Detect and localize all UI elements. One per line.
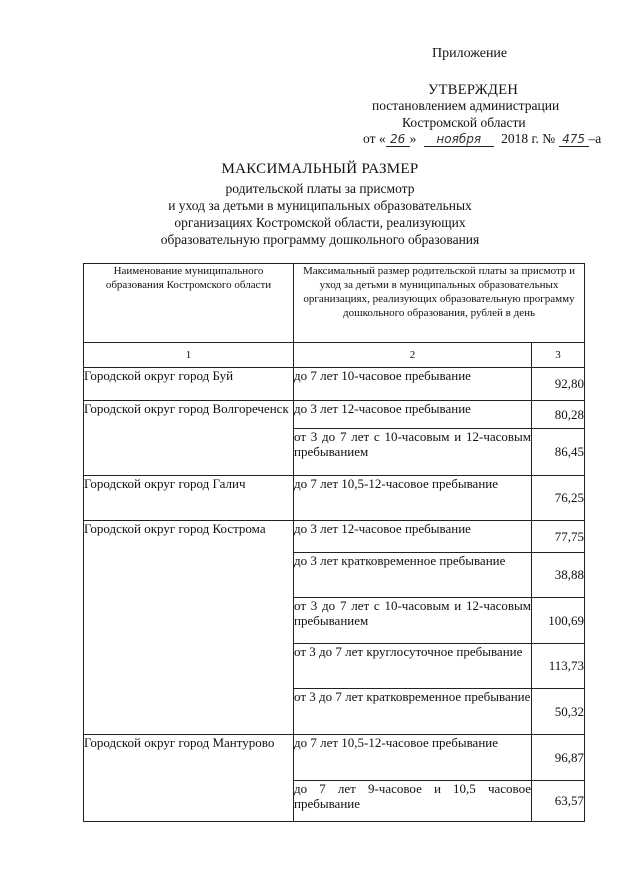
header-fee: Максимальный размер родительской платы за присмотр и уход за детьми в муниципальных образовательных организациях, реализующих образовательную программу дошкольного образования, рублей в день	[294, 264, 585, 343]
condition-cell: до 3 лет кратковременное пребывание	[294, 553, 532, 598]
date-month: ноября	[424, 132, 494, 147]
date-prefix: от «	[363, 131, 386, 146]
value-cell: 80,28	[532, 401, 585, 429]
condition-cell: до 7 лет 10,5-12-часовое пребывание	[294, 735, 532, 781]
municipality-cell: Городской округ город Буй	[84, 368, 294, 401]
value-cell: 100,69	[532, 598, 585, 644]
subtitle-line-3: организациях Костромской области, реализующих	[174, 215, 466, 230]
municipality-cell: Городской округ город Мантурово	[84, 735, 294, 822]
condition-cell: до 7 лет 10,5-12-часовое пребывание	[294, 476, 532, 521]
subtitle-line-1: родительской платы за присмотр	[225, 181, 415, 196]
doc-number: 475	[559, 132, 589, 147]
date-close: »	[409, 131, 417, 146]
document-subtitle	[0, 180, 640, 248]
fees-table	[83, 263, 585, 822]
value-cell: 63,57	[532, 781, 585, 822]
decree-line-2: Костромской области	[402, 115, 526, 130]
condition-cell: от 3 до 7 лет с 10-часовым и 12-часовым пребыванием	[294, 598, 532, 644]
condition-cell: от 3 до 7 лет с 10-часовым и 12-часовым пребыванием	[294, 429, 532, 476]
index-col-1: 1	[84, 343, 294, 368]
value-cell: 38,88	[532, 553, 585, 598]
subtitle-line-2: и уход за детьми в муниципальных образовательных	[168, 198, 472, 213]
municipality-cell: Городской округ город Волгореченск	[84, 401, 294, 476]
date-year: 2018 г. №	[501, 131, 556, 146]
condition-cell: до 7 лет 9-часовое и 10,5 часовое пребывание	[294, 781, 532, 822]
municipality-cell: Городской округ город Кострома	[84, 521, 294, 735]
value-cell: 76,25	[532, 476, 585, 521]
header-municipality: Наименование муниципального образования Костромского области	[84, 264, 294, 343]
condition-cell: от 3 до 7 лет кратковременное пребывание	[294, 689, 532, 735]
condition-cell: до 3 лет 12-часовое пребывание	[294, 521, 532, 553]
table-row	[84, 476, 585, 521]
approved-label: УТВЕРЖДЕН	[428, 82, 519, 98]
condition-cell: до 7 лет 10-часовое пребывание	[294, 368, 532, 401]
value-cell: 96,87	[532, 735, 585, 781]
index-col-2: 2	[294, 343, 532, 368]
appendix-label: Приложение	[432, 46, 508, 61]
value-cell: 92,80	[532, 368, 585, 401]
table-header-row	[84, 264, 585, 343]
table-row	[84, 401, 585, 429]
table-row	[84, 521, 585, 553]
condition-cell: от 3 до 7 лет круглосуточное пребывание	[294, 644, 532, 689]
date-day: 26	[386, 132, 410, 147]
subtitle-line-4: образовательную программу дошкольного образования	[160, 232, 480, 247]
value-cell: 50,32	[532, 689, 585, 735]
decree-line-1: постановлением администрации	[372, 98, 560, 113]
document-title: МАКСИМАЛЬНЫЙ РАЗМЕР	[221, 161, 419, 177]
table-index-row	[84, 343, 585, 368]
table-row	[84, 368, 585, 401]
municipality-cell: Городской округ город Галич	[84, 476, 294, 521]
condition-cell: до 3 лет 12-часовое пребывание	[294, 401, 532, 429]
index-col-3: 3	[532, 343, 585, 368]
table-row	[84, 735, 585, 781]
doc-suffix: –а	[588, 131, 602, 146]
value-cell: 86,45	[532, 429, 585, 476]
decree-date-line	[363, 131, 601, 147]
value-cell: 113,73	[532, 644, 585, 689]
value-cell: 77,75	[532, 521, 585, 553]
